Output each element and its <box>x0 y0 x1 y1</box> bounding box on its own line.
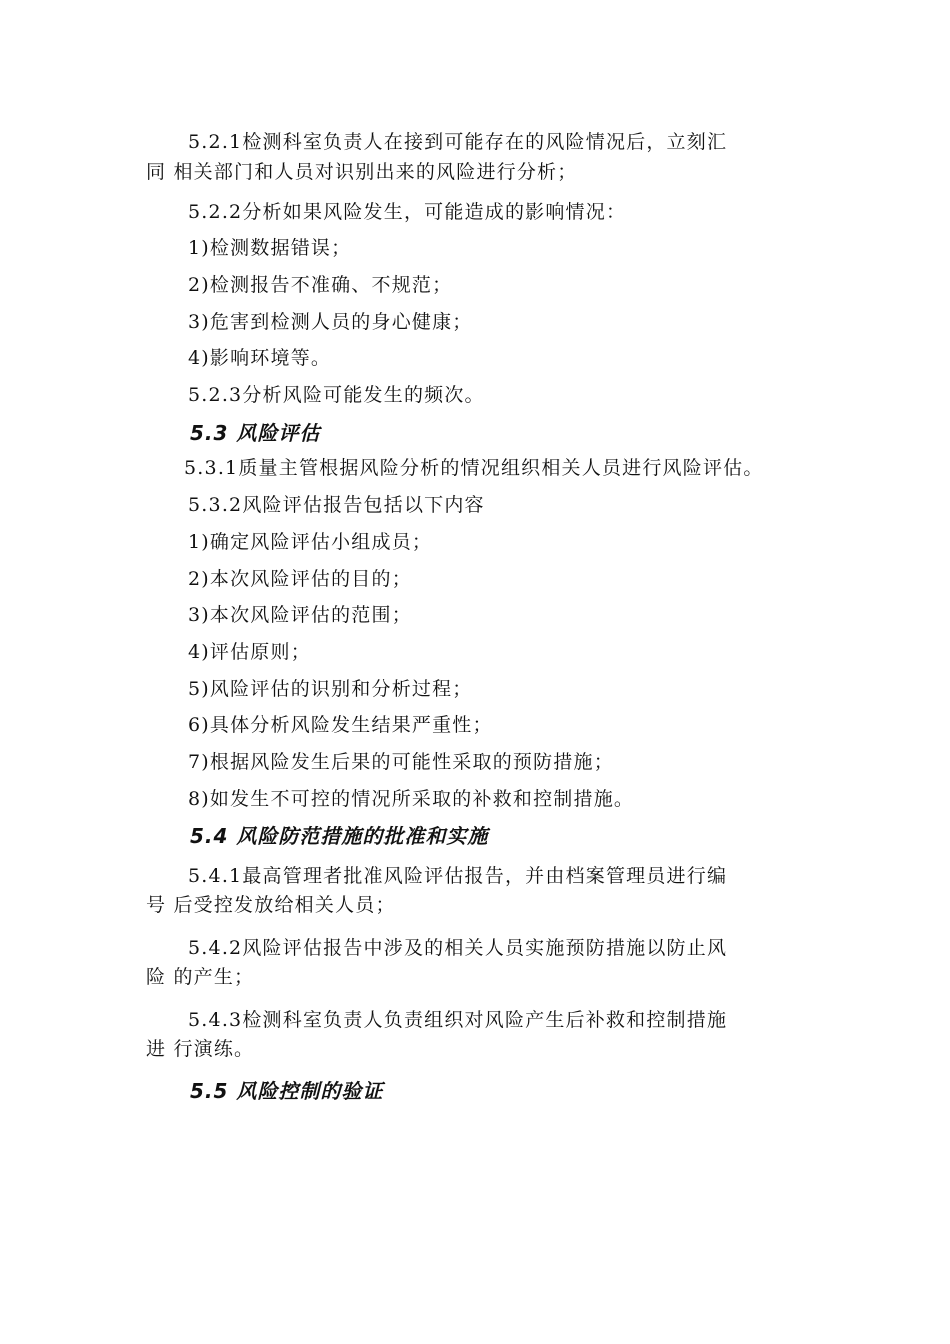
paragraph-5-4-1-line2: 号 后受控发放给相关人员； <box>146 894 396 916</box>
paragraph-5-2-1-line2: 同 相关部门和人员对识别出来的风险进行分析； <box>146 161 578 183</box>
paragraph-5-4-2-line2: 险 的产生； <box>146 966 255 988</box>
section-heading-5-3: 5.3 风险评估 <box>190 421 321 445</box>
paragraph-5-4-1-line1: 5.4.1最高管理者批准风险评估报告，并由档案管理员进行编 <box>188 865 728 887</box>
list-item: 6)具体分析风险发生结果严重性； <box>188 714 493 736</box>
list-item: 5)风险评估的识别和分析过程； <box>188 678 473 700</box>
paragraph-5-4-2-line1: 5.4.2风险评估报告中涉及的相关人员实施预防措施以防止风 <box>188 937 728 959</box>
list-item: 1)检测数据错误； <box>188 237 352 259</box>
paragraph-5-3-1: 5.3.1质量主管根据风险分析的情况组织相关人员进行风险评估。 <box>184 457 764 479</box>
paragraph-5-2-2: 5.2.2分析如果风险发生，可能造成的影响情况： <box>188 201 627 223</box>
list-item: 1)确定风险评估小组成员； <box>188 531 433 553</box>
list-item: 2)本次风险评估的目的； <box>188 568 412 590</box>
paragraph-5-2-1-line1: 5.2.1检测科室负责人在接到可能存在的风险情况后，立刻汇 <box>188 131 728 153</box>
list-item: 3)本次风险评估的范围； <box>188 604 412 626</box>
list-item: 4)评估原则； <box>188 641 311 663</box>
paragraph-5-2-3: 5.2.3分析风险可能发生的频次。 <box>188 384 485 406</box>
list-item: 2)检测报告不准确、不规范； <box>188 274 453 296</box>
paragraph-5-4-3-line2: 进 行演练。 <box>146 1038 255 1060</box>
list-item: 4)影响环境等。 <box>188 347 332 369</box>
list-item: 8)如发生不可控的情况所采取的补救和控制措施。 <box>188 788 635 810</box>
list-item: 3)危害到检测人员的身心健康； <box>188 311 473 333</box>
section-heading-5-5: 5.5 风险控制的验证 <box>190 1079 384 1103</box>
list-item: 7)根据风险发生后果的可能性采取的预防措施； <box>188 751 614 773</box>
paragraph-5-4-3-line1: 5.4.3检测科室负责人负责组织对风险产生后补救和控制措施 <box>188 1009 728 1031</box>
paragraph-5-3-2: 5.3.2风险评估报告包括以下内容 <box>188 494 485 516</box>
section-heading-5-4: 5.4 风险防范措施的批准和实施 <box>190 824 489 848</box>
